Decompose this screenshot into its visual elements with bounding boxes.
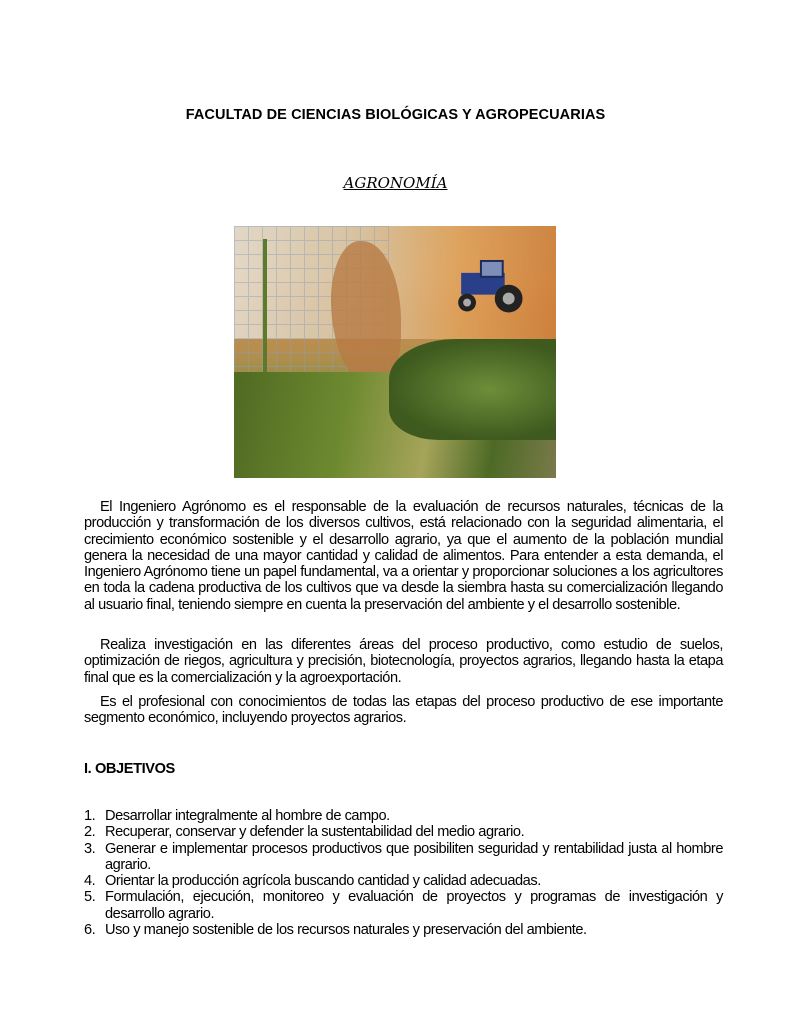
paragraph-1: El Ingeniero Agrónomo es el responsable de la evaluación de recursos naturales, técnicas de la producción y transformación de los diversos cultivos, está relacionado con la seguridad alimentaria, el crecimiento económico sostenible y el desarrollo agrario, ya que el aumento de la población mundial genera la necesidad de una mayor cantidad y calidad de alimentos. Para entender a esta demanda, el Ingeniero Agrónomo tiene un papel fundamental, va a orientar y proporcionar soluciones a los agricultores en toda la cadena productiva de los cultivos que va desde la siembra hasta su comercialización llegando al usuario final, teniendo siempre en cuenta la preservación del ambiente y el desarrollo sostenible.: [84, 499, 723, 613]
list-item: 5. Formulación, ejecución, monitoreo y evaluación de proyectos y programas de investigación y desarrollo agrario.: [84, 889, 723, 922]
agriculture-collage-image: [234, 226, 556, 478]
document-title: FACULTAD DE CIENCIAS BIOLÓGICAS Y AGROPECUARIAS: [185, 107, 606, 123]
list-item: 4. Orientar la producción agrícola buscando cantidad y calidad adecuadas.: [84, 873, 541, 890]
corn-field: [389, 339, 556, 440]
list-item: 1. Desarrollar integralmente al hombre de campo.: [84, 808, 390, 824]
objetivos-list: [84, 808, 723, 938]
paragraph-3: Es el profesional con conocimientos de todas las etapas del proceso productivo de ese importante segmento económico, incluyendo proyectos agrarios.: [84, 694, 723, 727]
list-item: 6. Uso y manejo sostenible de los recursos naturales y preservación del ambiente.: [84, 922, 587, 939]
paragraph-2: Realiza investigación en las diferentes áreas del proceso productivo, como estudio de suelos, optimización de riegos, agricultura y precisión, biotecnología, proyectos agrarios, llegando hasta la etapa final que es la comercialización y la agroexportación.: [84, 637, 723, 686]
list-item: 2. Recuperar, conservar y defender la sustentabilidad del medio agrario.: [84, 824, 525, 841]
tractor-icon: [447, 259, 531, 314]
document-subtitle: AGRONOMÍA: [343, 174, 448, 192]
list-item: 3. Generar e implementar procesos productivos que posibiliten seguridad y rentabilidad justa al hombre agrario.: [84, 840, 723, 873]
section-heading-objetivos: I. OBJETIVOS: [84, 761, 175, 777]
